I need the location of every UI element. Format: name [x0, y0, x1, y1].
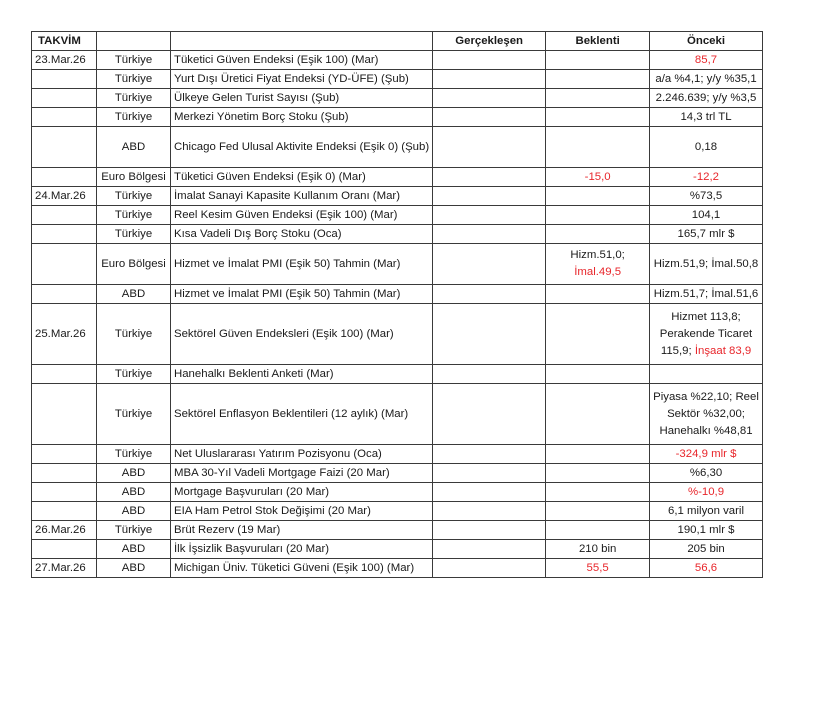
row-event: Net Uluslararası Yatırım Pozisyonu (Oca) [171, 445, 433, 464]
row-previous: 0,18 [650, 127, 763, 168]
row-event: EIA Ham Petrol Stok Değişimi (20 Mar) [171, 502, 433, 521]
row-actual [433, 285, 546, 304]
row-previous [650, 365, 763, 384]
row-actual [433, 70, 546, 89]
row-previous [650, 384, 763, 445]
table-row [32, 108, 763, 127]
table-row [32, 285, 763, 304]
previous-line: Sektör %32,00; [667, 407, 745, 420]
row-date [32, 464, 97, 483]
row-date: 26.Mar.26 [32, 521, 97, 540]
header-row [32, 32, 763, 51]
table-row [32, 365, 763, 384]
row-previous: %6,30 [650, 464, 763, 483]
row-previous: 14,3 trl TL [650, 108, 763, 127]
row-country: Türkiye [97, 51, 171, 70]
row-event: MBA 30-Yıl Vadeli Mortgage Faizi (20 Mar) [171, 464, 433, 483]
row-country: Türkiye [97, 521, 171, 540]
row-country: Türkiye [97, 384, 171, 445]
row-expected [546, 521, 650, 540]
header-actual: Gerçekleşen [433, 32, 546, 51]
header-takvim: TAKVİM [32, 32, 97, 51]
row-date [32, 540, 97, 559]
row-expected [546, 51, 650, 70]
row-actual [433, 304, 546, 365]
row-previous: a/a %4,1; y/y %35,1 [650, 70, 763, 89]
row-previous: 104,1 [650, 206, 763, 225]
row-expected [546, 127, 650, 168]
row-event: Merkezi Yönetim Borç Stoku (Şub) [171, 108, 433, 127]
row-expected [546, 244, 650, 285]
table-row [32, 70, 763, 89]
row-event: Brüt Rezerv (19 Mar) [171, 521, 433, 540]
row-country: Türkiye [97, 70, 171, 89]
row-actual [433, 187, 546, 206]
previous-line: Piyasa %22,10; Reel [653, 390, 759, 403]
row-country: ABD [97, 285, 171, 304]
row-date [32, 483, 97, 502]
row-expected [546, 384, 650, 445]
row-actual [433, 365, 546, 384]
row-previous: Hizm.51,9; İmal.50,8 [650, 244, 763, 285]
row-date [32, 225, 97, 244]
row-expected [546, 445, 650, 464]
row-date [32, 285, 97, 304]
header-previous: Önceki [650, 32, 763, 51]
row-event: Kısa Vadeli Dış Borç Stoku (Oca) [171, 225, 433, 244]
row-actual [433, 464, 546, 483]
row-date [32, 168, 97, 187]
row-previous [650, 304, 763, 365]
row-expected [546, 464, 650, 483]
row-actual [433, 540, 546, 559]
row-event: Hizmet ve İmalat PMI (Eşik 50) Tahmin (Mar) [171, 285, 433, 304]
row-country: ABD [97, 502, 171, 521]
row-actual [433, 168, 546, 187]
row-country: ABD [97, 540, 171, 559]
row-event: Hizmet ve İmalat PMI (Eşik 50) Tahmin (Mar) [171, 244, 433, 285]
row-country: Türkiye [97, 365, 171, 384]
row-previous: %73,5 [650, 187, 763, 206]
row-previous: -324,9 mlr $ [650, 445, 763, 464]
table-row [32, 540, 763, 559]
row-actual [433, 559, 546, 578]
table-row [32, 559, 763, 578]
row-previous: %-10,9 [650, 483, 763, 502]
row-date [32, 384, 97, 445]
row-expected [546, 502, 650, 521]
header-country [97, 32, 171, 51]
table-row [32, 304, 763, 365]
row-previous: 190,1 mlr $ [650, 521, 763, 540]
row-actual [433, 445, 546, 464]
row-actual [433, 225, 546, 244]
row-date: 25.Mar.26 [32, 304, 97, 365]
row-actual [433, 108, 546, 127]
row-date: 24.Mar.26 [32, 187, 97, 206]
row-country: Türkiye [97, 304, 171, 365]
row-previous: 165,7 mlr $ [650, 225, 763, 244]
row-date [32, 445, 97, 464]
row-date: 23.Mar.26 [32, 51, 97, 70]
row-expected [546, 70, 650, 89]
economic-calendar-table [31, 31, 763, 578]
table-row [32, 89, 763, 108]
row-event: Yurt Dışı Üretici Fiyat Endeksi (YD-ÜFE) (Şub) [171, 70, 433, 89]
row-expected: 210 bin [546, 540, 650, 559]
row-country: ABD [97, 127, 171, 168]
row-previous: 205 bin [650, 540, 763, 559]
expected-line: İmal.49,5 [574, 266, 622, 278]
previous-line: Perakende Ticaret [659, 327, 753, 340]
row-date [32, 206, 97, 225]
row-date [32, 365, 97, 384]
row-country: Euro Bölgesi [97, 244, 171, 285]
row-actual [433, 127, 546, 168]
row-country: ABD [97, 483, 171, 502]
row-event: Reel Kesim Güven Endeksi (Eşik 100) (Mar) [171, 206, 433, 225]
row-expected: 55,5 [546, 559, 650, 578]
row-previous: 85,7 [650, 51, 763, 70]
row-actual [433, 483, 546, 502]
row-previous: 2.246.639; y/y %3,5 [650, 89, 763, 108]
row-date [32, 108, 97, 127]
row-event: İmalat Sanayi Kapasite Kullanım Oranı (Mar) [171, 187, 433, 206]
row-event: Hanehalkı Beklenti Anketi (Mar) [171, 365, 433, 384]
row-actual [433, 51, 546, 70]
row-expected [546, 483, 650, 502]
row-actual [433, 384, 546, 445]
row-actual [433, 89, 546, 108]
row-country: Türkiye [97, 206, 171, 225]
row-event: Mortgage Başvuruları (20 Mar) [171, 483, 433, 502]
row-country: Euro Bölgesi [97, 168, 171, 187]
row-event: Sektörel Enflasyon Beklentileri (12 aylık) (Mar) [171, 384, 433, 445]
expected-line: Hizm.51,0; [570, 249, 625, 261]
row-event: Sektörel Güven Endeksleri (Eşik 100) (Mar) [171, 304, 433, 365]
table-row [32, 521, 763, 540]
row-actual [433, 244, 546, 285]
row-date [32, 89, 97, 108]
header-event [171, 32, 433, 51]
row-actual [433, 521, 546, 540]
row-event: Tüketici Güven Endeksi (Eşik 0) (Mar) [171, 168, 433, 187]
row-country: ABD [97, 559, 171, 578]
table-row [32, 168, 763, 187]
table-row [32, 206, 763, 225]
row-country: Türkiye [97, 89, 171, 108]
row-date: 27.Mar.26 [32, 559, 97, 578]
row-country: Türkiye [97, 108, 171, 127]
row-expected [546, 365, 650, 384]
row-event: Chicago Fed Ulusal Aktivite Endeksi (Eşik 0) (Şub) [171, 127, 433, 168]
table-row [32, 225, 763, 244]
row-country: Türkiye [97, 187, 171, 206]
table-row [32, 384, 763, 445]
table-row [32, 51, 763, 70]
row-event: Michigan Üniv. Tüketici Güveni (Eşik 100) (Mar) [171, 559, 433, 578]
row-country: Türkiye [97, 445, 171, 464]
row-expected [546, 225, 650, 244]
header-expected: Beklenti [546, 32, 650, 51]
row-event: Tüketici Güven Endeksi (Eşik 100) (Mar) [171, 51, 433, 70]
row-date [32, 244, 97, 285]
previous-line: Hizmet 113,8; [671, 310, 741, 323]
row-expected [546, 187, 650, 206]
row-event: Ülkeye Gelen Turist Sayısı (Şub) [171, 89, 433, 108]
table-row [32, 464, 763, 483]
row-expected [546, 304, 650, 365]
row-event: İlk İşsizlik Başvuruları (20 Mar) [171, 540, 433, 559]
row-date [32, 502, 97, 521]
previous-segment: 115,9; [660, 344, 695, 357]
table-row [32, 483, 763, 502]
table-row [32, 502, 763, 521]
table-row [32, 244, 763, 285]
row-expected [546, 108, 650, 127]
row-previous: Hizm.51,7; İmal.51,6 [650, 285, 763, 304]
row-actual [433, 502, 546, 521]
row-previous: 56,6 [650, 559, 763, 578]
table-row [32, 187, 763, 206]
row-country: ABD [97, 464, 171, 483]
table-row [32, 127, 763, 168]
row-date [32, 127, 97, 168]
row-expected [546, 206, 650, 225]
row-actual [433, 206, 546, 225]
row-date [32, 70, 97, 89]
previous-segment: İnşaat 83,9 [694, 344, 752, 357]
previous-line [653, 343, 759, 360]
row-previous: 6,1 milyon varil [650, 502, 763, 521]
row-previous: -12,2 [650, 168, 763, 187]
row-expected: -15,0 [546, 168, 650, 187]
previous-line: Hanehalkı %48,81 [659, 424, 753, 437]
table-row [32, 445, 763, 464]
row-country: Türkiye [97, 225, 171, 244]
row-expected [546, 285, 650, 304]
row-expected [546, 89, 650, 108]
